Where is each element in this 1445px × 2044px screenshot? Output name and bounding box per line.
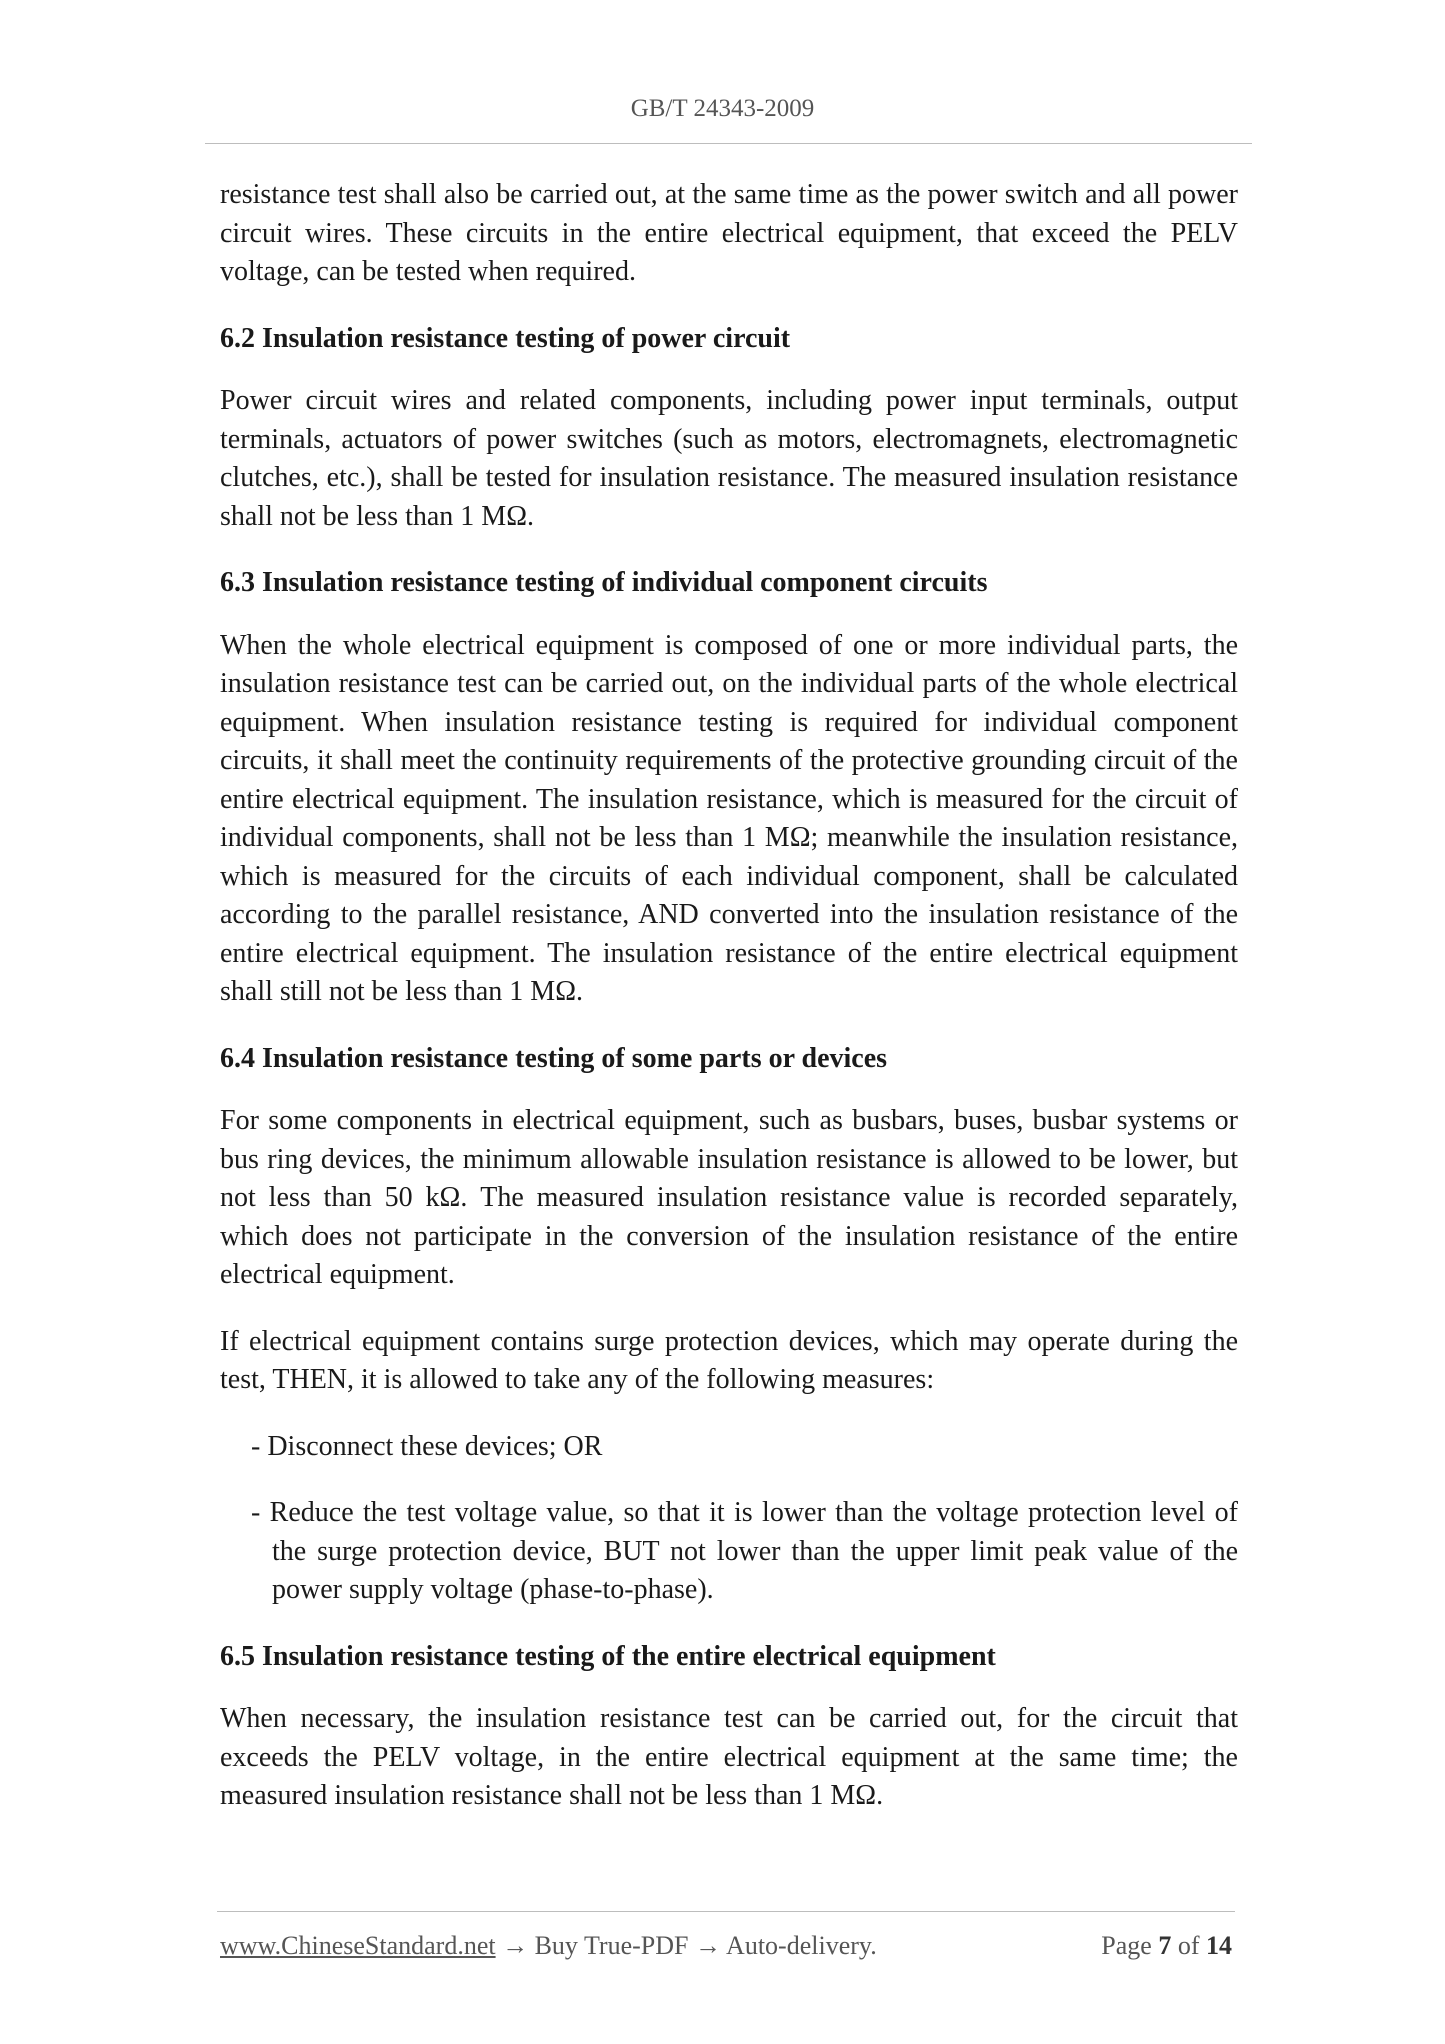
section-heading-6-5: 6.5 Insulation resistance testing of the entire electrical equipment xyxy=(220,1640,996,1672)
promo-text: → Buy True-PDF → Auto-delivery. xyxy=(495,1931,877,1960)
page-footer xyxy=(220,1931,1232,1961)
page-total: 14 xyxy=(1206,1931,1232,1960)
header-divider xyxy=(205,143,1252,144)
intro-paragraph: resistance test shall also be carried out, at the same time as the power switch and all power circuit wires. These circuits in the entire electrical equipment, that exceed the PELV voltage, can be tested when required. xyxy=(220,179,1238,287)
page-indicator xyxy=(1101,1931,1232,1961)
site-link[interactable]: www.ChineseStandard.net xyxy=(220,1931,496,1960)
page-header xyxy=(0,95,1445,123)
list-item-reduce-voltage: - Reduce the test voltage value, so that it is lower than the voltage protection level of the surge protection device, BUT not lower than the upper limit peak value of the power supply voltage (phase-to-phase). xyxy=(251,1497,1238,1605)
section-paragraph-6-3: When the whole electrical equipment is composed of one or more individual parts, the insulation resistance test can be carried out, on the individual parts of the whole electrical equipment. When insulation resistance testing is required for individual component circuits, it shall meet the continuity requirements of the protective grounding circuit of the entire electrical equipment. The insulation resistance, which is measured for the circuit of individual components, shall not be less than 1 MΩ; meanwhile the insulation resistance, which is measured for the circuits of each individual component, shall be calculated according to the parallel resistance, AND converted into the insulation resistance of the entire electrical equipment. The insulation resistance of the entire electrical equipment shall still not be less than 1 MΩ. xyxy=(220,629,1238,1007)
section-paragraph-6-5: When necessary, the insulation resistance test can be carried out, for the circuit that exceeds the PELV voltage, in the entire electrical equipment at the same time; the measured insulation resistance shall not be less than 1 MΩ. xyxy=(220,1703,1238,1811)
document-id: GB/T 24343-2009 xyxy=(630,95,815,122)
section-paragraph-6-4a: For some components in electrical equipment, such as busbars, buses, busbar systems or bus ring devices, the minimum allowable insulation resistance is allowed to be lower, but not less than 50 kΩ. The measured insulation resistance value is recorded separately, which does not participate in the conversion of the insulation resistance of the entire electrical equipment. xyxy=(220,1105,1238,1290)
section-heading-6-2: 6.2 Insulation resistance testing of power circuit xyxy=(220,322,791,354)
footer-promo xyxy=(220,1931,877,1961)
footer-divider xyxy=(217,1911,1235,1912)
page-of: of xyxy=(1171,1931,1206,1960)
list-item-disconnect: - Disconnect these devices; OR xyxy=(251,1430,603,1462)
section-paragraph-6-4b: If electrical equipment contains surge protection devices, which may operate during the test, THEN, it is allowed to take any of the following measures: xyxy=(220,1325,1238,1395)
section-paragraph-6-2: Power circuit wires and related components, including power input terminals, output terminals, actuators of power switches (such as motors, electromagnets, electromagnetic clutches, etc.), shall be tested for insulation resistance. The measured insulation resistance shall not be less than 1 MΩ. xyxy=(220,385,1238,532)
document-body xyxy=(220,176,1238,1844)
page-current: 7 xyxy=(1158,1931,1172,1960)
section-heading-6-4: 6.4 Insulation resistance testing of some parts or devices xyxy=(220,1042,888,1074)
page-label: Page xyxy=(1101,1931,1159,1960)
section-heading-6-3: 6.3 Insulation resistance testing of individual component circuits xyxy=(220,567,988,598)
